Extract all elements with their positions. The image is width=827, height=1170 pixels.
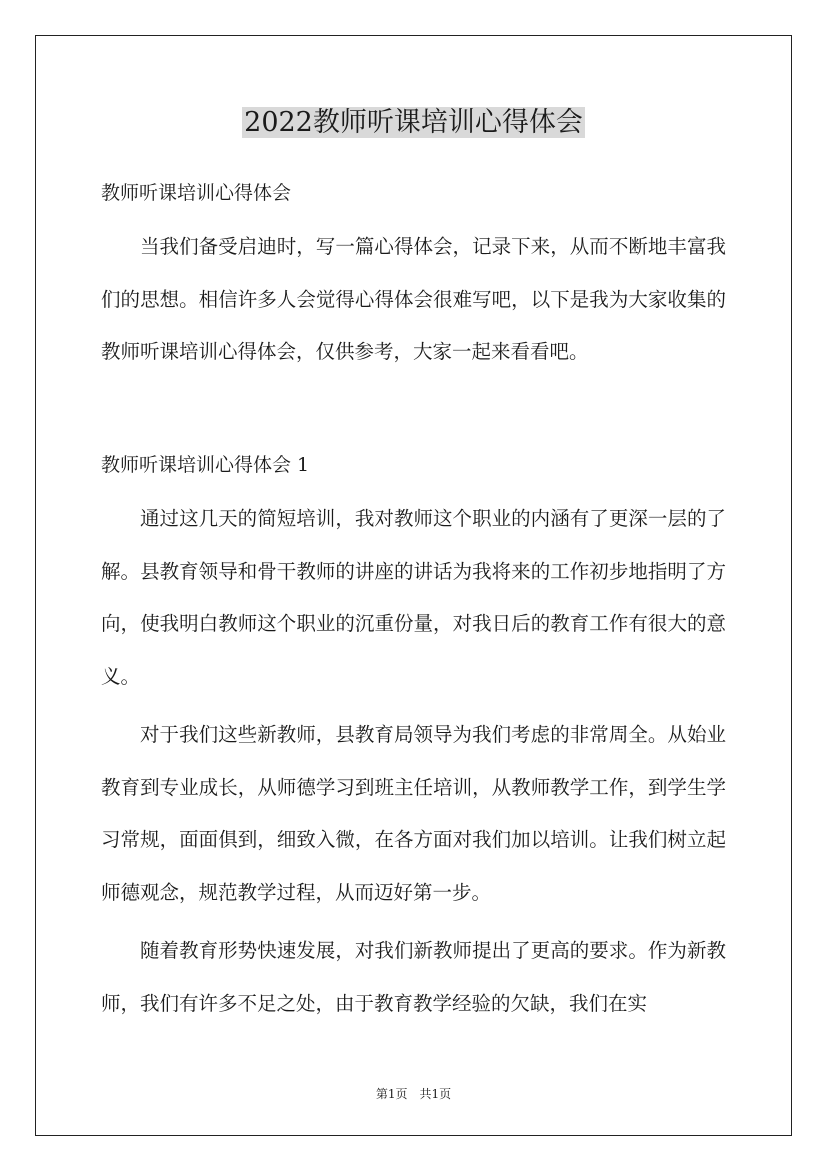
body-paragraph-1: 通过这几天的简短培训，我对教师这个职业的内涵有了更深一层的了解。县教育领导和骨干教师的讲座的讲话为我将来的工作初步地指明了方向，使我明白教师这个职业的沉重份量，对我日后的教育工作有很大的意义。 [101,507,726,688]
document-subtitle: 教师听课培训心得体会 [101,182,292,204]
body-paragraph-2: 对于我们这些新教师，县教育局领导为我们考虑的非常周全。从始业教育到专业成长，从师德学习到班主任培训，从教师教学工作，到学生学习常规，面面俱到，细致入微，在各方面对我们加以培训。让我们树立起师德观念，规范教学过程，从而迈好第一步。 [101,723,726,904]
intro-paragraph: 当我们备受启迪时，写一篇心得体会，记录下来，从而不断地丰富我们的思想。相信许多人会觉得心得体会很难写吧，以下是我为大家收集的教师听课培训心得体会，仅供参考，大家一起来看看吧。 [101,235,726,363]
body-paragraph-3: 随着教育形势快速发展，对我们新教师提出了更高的要求。作为新教师，我们有许多不足之处，由于教育教学经验的欠缺，我们在实 [101,939,726,1015]
document-title [0,104,827,142]
page-footer: 第1页 共1页 [375,1087,452,1101]
document-title-text: 2022教师听课培训心得体会 [244,107,583,138]
section-heading: 教师听课培训心得体会 1 [101,454,310,476]
